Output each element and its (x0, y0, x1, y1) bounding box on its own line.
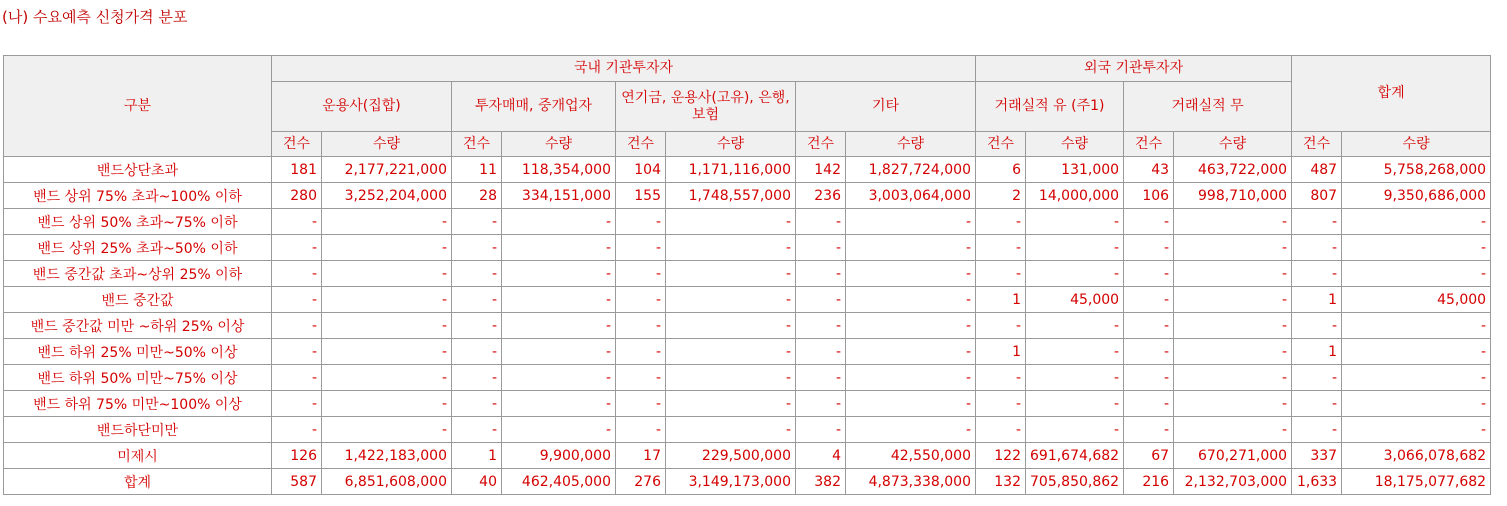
count-cell: 807 (1292, 183, 1342, 209)
quantity-cell: - (1342, 209, 1491, 235)
count-cell: - (976, 235, 1026, 261)
row-label: 밴드 하위 50% 미만~75% 이상 (4, 365, 272, 391)
count-cell: 11 (452, 157, 502, 183)
quantity-cell: - (502, 313, 616, 339)
row-label: 밴드 상위 25% 초과~50% 이하 (4, 235, 272, 261)
quantity-cell: - (1026, 365, 1124, 391)
quantity-cell: - (1342, 339, 1491, 365)
row-label: 밴드 상위 50% 초과~75% 이하 (4, 209, 272, 235)
quantity-cell: - (1026, 417, 1124, 443)
quantity-cell: - (1026, 209, 1124, 235)
count-cell: 2 (976, 183, 1026, 209)
count-cell: - (272, 261, 322, 287)
quantity-cell: - (322, 261, 452, 287)
count-cell: 587 (272, 469, 322, 495)
quantity-cell: - (846, 339, 976, 365)
count-cell: 236 (796, 183, 846, 209)
count-cell: - (976, 261, 1026, 287)
count-cell: - (1124, 261, 1174, 287)
count-cell: 1 (1292, 287, 1342, 313)
quantity-cell: 1,748,557,000 (666, 183, 796, 209)
count-cell: - (976, 209, 1026, 235)
count-cell: - (796, 209, 846, 235)
quantity-cell: - (502, 339, 616, 365)
quantity-cell: 1,422,183,000 (322, 443, 452, 469)
count-cell: 40 (452, 469, 502, 495)
quantity-cell: 118,354,000 (502, 157, 616, 183)
count-cell: - (616, 313, 666, 339)
table-row (4, 209, 1491, 235)
count-cell: - (796, 261, 846, 287)
count-cell: - (272, 287, 322, 313)
count-cell: - (1124, 287, 1174, 313)
count-cell: - (976, 313, 1026, 339)
quantity-cell: - (322, 235, 452, 261)
quantity-cell: - (502, 235, 616, 261)
quantity-cell: 229,500,000 (666, 443, 796, 469)
quantity-cell: 9,900,000 (502, 443, 616, 469)
count-cell: 126 (272, 443, 322, 469)
count-cell: 132 (976, 469, 1026, 495)
table-row (4, 261, 1491, 287)
subheader-count: 건수 (272, 132, 322, 157)
count-cell: - (976, 417, 1026, 443)
table-row (4, 469, 1491, 495)
count-cell: 1,633 (1292, 469, 1342, 495)
table-row (4, 339, 1491, 365)
count-cell: - (452, 313, 502, 339)
count-cell: - (272, 209, 322, 235)
header-group: 기타 (796, 82, 976, 132)
quantity-cell: 6,851,608,000 (322, 469, 452, 495)
quantity-cell: 3,003,064,000 (846, 183, 976, 209)
quantity-cell: - (1174, 313, 1292, 339)
subheader-count: 건수 (452, 132, 502, 157)
quantity-cell: 2,177,221,000 (322, 157, 452, 183)
count-cell: 4 (796, 443, 846, 469)
count-cell: - (976, 365, 1026, 391)
subheader-quantity: 수량 (846, 132, 976, 157)
row-label: 밴드 상위 75% 초과~100% 이하 (4, 183, 272, 209)
quantity-cell: - (1174, 417, 1292, 443)
count-cell: - (616, 339, 666, 365)
row-label: 밴드 중간값 초과~상위 25% 이하 (4, 261, 272, 287)
count-cell: 28 (452, 183, 502, 209)
header-group: 연기금, 운용사(고유), 은행, 보험 (616, 82, 796, 132)
count-cell: - (616, 417, 666, 443)
count-cell: 382 (796, 469, 846, 495)
count-cell: - (796, 417, 846, 443)
count-cell: - (796, 313, 846, 339)
count-cell: - (452, 391, 502, 417)
count-cell: - (616, 235, 666, 261)
quantity-cell: - (1342, 417, 1491, 443)
quantity-cell: 2,132,703,000 (1174, 469, 1292, 495)
quantity-cell: - (1342, 365, 1491, 391)
count-cell: - (1124, 417, 1174, 443)
quantity-cell: - (322, 365, 452, 391)
count-cell: - (796, 235, 846, 261)
quantity-cell: - (666, 261, 796, 287)
count-cell: 487 (1292, 157, 1342, 183)
row-label: 합계 (4, 469, 272, 495)
quantity-cell: 14,000,000 (1026, 183, 1124, 209)
quantity-cell: - (1342, 235, 1491, 261)
quantity-cell: - (502, 261, 616, 287)
quantity-cell: 998,710,000 (1174, 183, 1292, 209)
quantity-cell: 1,827,724,000 (846, 157, 976, 183)
count-cell: - (796, 339, 846, 365)
table-row (4, 365, 1491, 391)
count-cell: - (272, 235, 322, 261)
count-cell: - (1292, 261, 1342, 287)
count-cell: - (616, 365, 666, 391)
quantity-cell: - (846, 391, 976, 417)
count-cell: - (272, 313, 322, 339)
subheader-quantity: 수량 (666, 132, 796, 157)
quantity-cell: - (1174, 365, 1292, 391)
quantity-cell: - (1342, 313, 1491, 339)
count-cell: 276 (616, 469, 666, 495)
count-cell: 67 (1124, 443, 1174, 469)
count-cell: 1 (976, 339, 1026, 365)
count-cell: 17 (616, 443, 666, 469)
table-row (4, 417, 1491, 443)
count-cell: - (452, 339, 502, 365)
count-cell: - (616, 391, 666, 417)
count-cell: - (1124, 313, 1174, 339)
header-foreign-investors: 외국 기관투자자 (976, 56, 1292, 82)
quantity-cell: - (666, 391, 796, 417)
count-cell: - (1124, 365, 1174, 391)
count-cell: - (452, 287, 502, 313)
header-group: 운용사(집합) (272, 82, 452, 132)
count-cell: - (452, 235, 502, 261)
count-cell: 337 (1292, 443, 1342, 469)
quantity-cell: 9,350,686,000 (1342, 183, 1491, 209)
quantity-cell: - (666, 313, 796, 339)
header-category: 구분 (4, 56, 272, 157)
section-title: (나) 수요예측 신청가격 분포 (2, 8, 188, 26)
count-cell: - (272, 365, 322, 391)
quantity-cell: 3,066,078,682 (1342, 443, 1491, 469)
quantity-cell: - (322, 339, 452, 365)
quantity-cell: - (322, 391, 452, 417)
quantity-cell: - (846, 287, 976, 313)
quantity-cell: 705,850,862 (1026, 469, 1124, 495)
quantity-cell: - (666, 235, 796, 261)
count-cell: - (796, 287, 846, 313)
count-cell: - (616, 209, 666, 235)
quantity-cell: 131,000 (1026, 157, 1124, 183)
quantity-cell: - (1174, 209, 1292, 235)
quantity-cell: 1,171,116,000 (666, 157, 796, 183)
count-cell: 122 (976, 443, 1026, 469)
quantity-cell: - (1174, 391, 1292, 417)
subheader-quantity: 수량 (322, 132, 452, 157)
count-cell: 43 (1124, 157, 1174, 183)
count-cell: 155 (616, 183, 666, 209)
count-cell: 104 (616, 157, 666, 183)
count-cell: - (452, 417, 502, 443)
quantity-cell: - (1026, 261, 1124, 287)
row-label: 밴드 하위 25% 미만~50% 이상 (4, 339, 272, 365)
count-cell: - (272, 417, 322, 443)
quantity-cell: - (1026, 235, 1124, 261)
quantity-cell: - (502, 365, 616, 391)
header-total: 합계 (1292, 56, 1491, 132)
quantity-cell: 4,873,338,000 (846, 469, 976, 495)
table-row (4, 391, 1491, 417)
count-cell: - (1292, 417, 1342, 443)
count-cell: - (796, 365, 846, 391)
count-cell: - (1124, 391, 1174, 417)
quantity-cell: - (1342, 261, 1491, 287)
quantity-cell: - (1174, 261, 1292, 287)
quantity-cell: - (322, 417, 452, 443)
count-cell: - (452, 209, 502, 235)
count-cell: - (452, 365, 502, 391)
quantity-cell: - (1174, 235, 1292, 261)
quantity-cell: - (322, 209, 452, 235)
quantity-cell: - (846, 365, 976, 391)
count-cell: 6 (976, 157, 1026, 183)
header-group: 거래실적 무 (1124, 82, 1292, 132)
count-cell: 1 (452, 443, 502, 469)
quantity-cell: - (666, 339, 796, 365)
quantity-cell: 45,000 (1342, 287, 1491, 313)
table-row (4, 235, 1491, 261)
quantity-cell: - (322, 287, 452, 313)
quantity-cell: - (846, 261, 976, 287)
count-cell: 142 (796, 157, 846, 183)
quantity-cell: - (322, 313, 452, 339)
subheader-count: 건수 (616, 132, 666, 157)
count-cell: - (272, 391, 322, 417)
quantity-cell: - (502, 391, 616, 417)
table-row (4, 443, 1491, 469)
row-label: 밴드 중간값 미만 ~하위 25% 이상 (4, 313, 272, 339)
quantity-cell: 463,722,000 (1174, 157, 1292, 183)
row-label: 밴드하단미만 (4, 417, 272, 443)
table-row (4, 313, 1491, 339)
header-domestic-investors: 국내 기관투자자 (272, 56, 976, 82)
subheader-quantity: 수량 (1026, 132, 1124, 157)
quantity-cell: 42,550,000 (846, 443, 976, 469)
table-row (4, 157, 1491, 183)
quantity-cell: - (1026, 391, 1124, 417)
quantity-cell: - (1026, 313, 1124, 339)
quantity-cell: - (846, 417, 976, 443)
count-cell: - (616, 261, 666, 287)
count-cell: - (1124, 235, 1174, 261)
quantity-cell: 18,175,077,682 (1342, 469, 1491, 495)
subheader-quantity: 수량 (502, 132, 616, 157)
quantity-cell: - (1026, 339, 1124, 365)
count-cell: 280 (272, 183, 322, 209)
quantity-cell: - (666, 365, 796, 391)
row-label: 미제시 (4, 443, 272, 469)
count-cell: - (272, 339, 322, 365)
row-label: 밴드 중간값 (4, 287, 272, 313)
quantity-cell: 462,405,000 (502, 469, 616, 495)
quantity-cell: - (666, 417, 796, 443)
quantity-cell: 3,252,204,000 (322, 183, 452, 209)
subheader-quantity: 수량 (1342, 132, 1491, 157)
quantity-cell: - (666, 209, 796, 235)
row-label: 밴드 하위 75% 미만~100% 이상 (4, 391, 272, 417)
row-label: 밴드상단초과 (4, 157, 272, 183)
count-cell: - (452, 261, 502, 287)
quantity-cell: 5,758,268,000 (1342, 157, 1491, 183)
count-cell: - (616, 287, 666, 313)
quantity-cell: 45,000 (1026, 287, 1124, 313)
count-cell: - (1292, 209, 1342, 235)
quantity-cell: - (502, 209, 616, 235)
quantity-cell: 3,149,173,000 (666, 469, 796, 495)
quantity-cell: - (502, 417, 616, 443)
subheader-count: 건수 (1292, 132, 1342, 157)
subheader-count: 건수 (976, 132, 1026, 157)
count-cell: 1 (976, 287, 1026, 313)
quantity-cell: 334,151,000 (502, 183, 616, 209)
table-row (4, 287, 1491, 313)
count-cell: - (1124, 209, 1174, 235)
quantity-cell: - (1174, 339, 1292, 365)
count-cell: - (1124, 339, 1174, 365)
quantity-cell: - (502, 287, 616, 313)
count-cell: - (1292, 391, 1342, 417)
table-row (4, 183, 1491, 209)
subheader-count: 건수 (1124, 132, 1174, 157)
subheader-count: 건수 (796, 132, 846, 157)
count-cell: - (1292, 313, 1342, 339)
subheader-quantity: 수량 (1174, 132, 1292, 157)
demand-forecast-price-table (3, 55, 1491, 495)
quantity-cell: - (846, 313, 976, 339)
quantity-cell: 691,674,682 (1026, 443, 1124, 469)
count-cell: - (1292, 365, 1342, 391)
count-cell: 1 (1292, 339, 1342, 365)
quantity-cell: - (846, 209, 976, 235)
quantity-cell: - (1174, 287, 1292, 313)
quantity-cell: - (666, 287, 796, 313)
count-cell: 216 (1124, 469, 1174, 495)
count-cell: - (976, 391, 1026, 417)
quantity-cell: 670,271,000 (1174, 443, 1292, 469)
quantity-cell: - (846, 235, 976, 261)
count-cell: 181 (272, 157, 322, 183)
header-group: 거래실적 유 (주1) (976, 82, 1124, 132)
count-cell: 106 (1124, 183, 1174, 209)
header-group: 투자매매, 중개업자 (452, 82, 616, 132)
count-cell: - (796, 391, 846, 417)
count-cell: - (1292, 235, 1342, 261)
quantity-cell: - (1342, 391, 1491, 417)
